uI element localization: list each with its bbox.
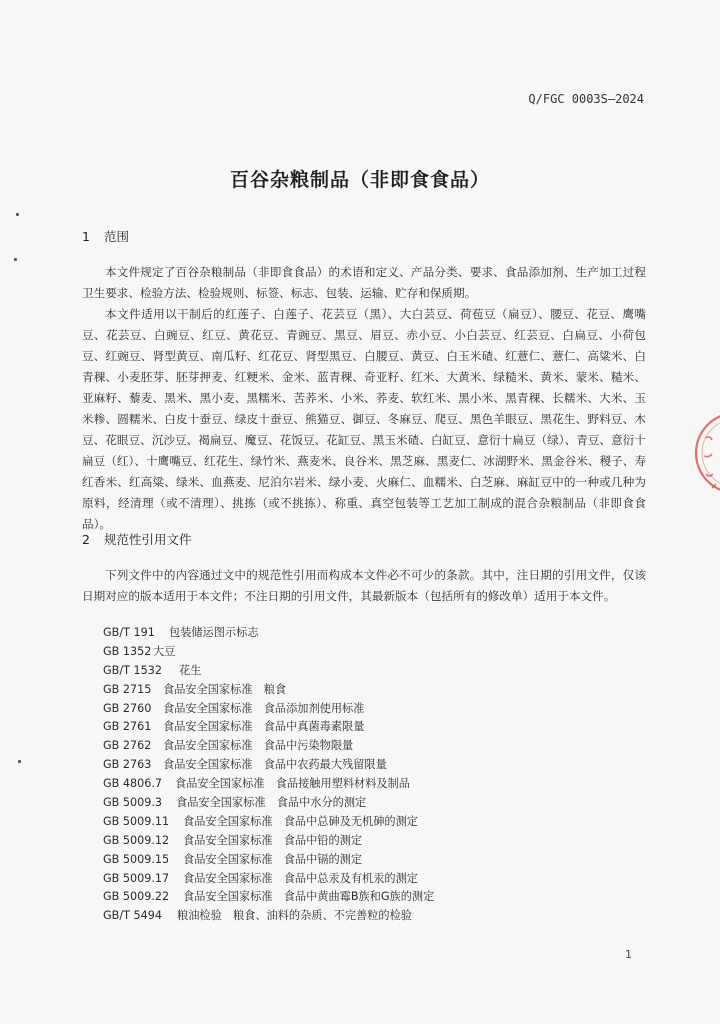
reference-name: 食品安全国家标准 食品中总砷及无机砷的测定 xyxy=(183,814,418,828)
reference-name: 包装储运图示标志 xyxy=(169,626,259,639)
reference-code: GB 5009.11 xyxy=(103,814,170,828)
reference-item xyxy=(103,737,434,756)
reference-item xyxy=(103,718,434,737)
reference-name: 食品安全国家标准 食品中农药最大残留限量 xyxy=(163,758,387,772)
reference-item xyxy=(103,643,434,662)
reference-list xyxy=(103,624,434,926)
reference-item xyxy=(103,756,434,775)
section-number: 2 xyxy=(82,532,90,547)
reference-name: 食品安全国家标准 食品接触用塑料材料及制品 xyxy=(175,777,410,791)
reference-name: 花生 xyxy=(179,663,202,677)
reference-code: GB 5009.15 xyxy=(103,852,170,866)
document-title: 百谷杂粮制品（非即食食品） xyxy=(229,169,490,191)
reference-item xyxy=(103,851,434,870)
section-title: 规范性引用文件 xyxy=(104,532,192,547)
document-code: Q/FGC 0003S—2024 xyxy=(528,92,644,106)
reference-item xyxy=(103,794,434,813)
reference-name: 食品安全国家标准 食品中污染物限量 xyxy=(163,739,354,753)
reference-item xyxy=(103,832,434,851)
reference-name: 食品安全国家标准 食品中水分的测定 xyxy=(176,796,367,810)
reference-item xyxy=(103,775,434,794)
section-title: 范围 xyxy=(104,229,130,244)
scan-mark xyxy=(18,760,21,763)
reference-code: GB 2715 xyxy=(103,682,152,696)
reference-code: GB 5009.17 xyxy=(103,871,170,885)
section-number: 1 xyxy=(82,229,90,244)
reference-code: GB/T 191 xyxy=(103,626,155,639)
page-number: 1 xyxy=(625,948,632,961)
reference-code: GB 2763 xyxy=(103,758,152,772)
section-2-body xyxy=(82,565,646,607)
reference-item xyxy=(103,813,434,832)
reference-code: GB 4806.7 xyxy=(103,777,163,791)
reference-item xyxy=(103,681,434,700)
reference-code: GB/T 1532 xyxy=(103,663,162,677)
section-2-heading xyxy=(82,530,192,548)
reference-name: 食品安全国家标准 食品添加剂使用标准 xyxy=(163,701,365,715)
seal-stamp xyxy=(692,398,720,508)
reference-item xyxy=(103,888,434,907)
reference-item xyxy=(103,624,434,643)
reference-item xyxy=(103,700,434,719)
reference-code: GB 1352 xyxy=(103,644,152,658)
section-1-heading xyxy=(82,227,129,245)
reference-name: 食品安全国家标准 食品中黄曲霉B族和G族的测定 xyxy=(183,890,435,904)
reference-item xyxy=(103,907,434,926)
section-1-body xyxy=(82,262,646,535)
reference-name: 大豆 xyxy=(153,644,176,658)
reference-code: GB 5009.22 xyxy=(103,890,170,904)
reference-code: GB 2760 xyxy=(103,701,152,715)
paragraph: 本文件规定了百谷杂粮制品（非即食食品）的术语和定义、产品分类、要求、食品添加剂、生产加工过程卫生要求、检验方法、检验规则、标签、标志、包装、运输、贮存和保质期。 xyxy=(82,265,646,300)
reference-name: 食品安全国家标准 食品中铅的测定 xyxy=(183,833,363,847)
scan-mark xyxy=(14,258,17,261)
reference-item xyxy=(103,870,434,889)
reference-name: 粮油检验 粮食、油料的杂质、不完善粒的检验 xyxy=(177,909,412,923)
reference-name: 食品安全国家标准 食品中真菌毒素限量 xyxy=(163,720,365,734)
scan-mark xyxy=(16,213,19,216)
reference-code: GB 2761 xyxy=(103,720,152,734)
reference-code: GB 5009.12 xyxy=(103,833,170,847)
paragraph: 下列文件中的内容通过文中的规范性引用而构成本文件必不可少的条款。其中，注日期的引用文件，仅该日期对应的版本适用于本文件；不注日期的引用文件，其最新版本（包括所有的修改单）适用于本文件。 xyxy=(82,568,646,603)
reference-name: 食品安全国家标准 食品中镉的测定 xyxy=(183,852,363,866)
reference-name: 食品安全国家标准 食品中总汞及有机汞的测定 xyxy=(183,871,418,885)
reference-item xyxy=(103,662,434,681)
reference-code: GB 2762 xyxy=(103,739,152,753)
reference-code: GB 5009.3 xyxy=(103,796,163,810)
reference-name: 食品安全国家标准 粮食 xyxy=(163,682,287,696)
reference-code: GB/T 5494 xyxy=(103,909,162,923)
paragraph: 本文件适用以干制后的红莲子、白莲子、花芸豆（黑）、大白芸豆、荷苞豆（扁豆）、腰豆、花豆、鹰嘴豆、花芸豆、白豌豆、红豆、黄花豆、青豌豆、黑豆、眉豆、赤小豆、小白芸豆、红芸豆、白扁豆、小荷包豆、红豌豆、肾型黄豆、南瓜籽、红花豆、肾型黑豆、白腰豆、黄豆、白玉米碴、红薏仁、薏仁、高粱米、白青稞、小麦胚芽、胚芽押麦、红粳米、金米、蓝青稞、奇亚籽、红米、大黄米、绿糙米、黄米、蒙米、糙米、亚麻籽、藜麦、黑米、黑小麦、黑糯米、苦荞米、小米、荞麦、软红米、黑小米、黑青稞、长糯米、大米、玉米糁、圆糯米、白皮十蚕豆、绿皮十蚕豆、熊猫豆、御豆、冬麻豆、爬豆、黑色羊眼豆、黑花生、野料豆、木豆、花眼豆、沉沙豆、褐扁豆、魔豆、花饭豆、花缸豆、黑玉米碴、白缸豆、意衍十扁豆（绿）、青豆、意衍十扁豆（红）、十鹰嘴豆、红花生、绿竹米、燕麦米、良谷米、黑芝麻、黑麦仁、冰湖野米、黑金谷米、稯子、寿红香米、红高粱、绿米、血燕麦、尼泊尔岩米、绿小麦、火麻仁、血糯米、白芝麻、麻缸豆中的一种或几种为原料，经清理（或不清理）、挑拣（或不挑拣）、称重、真空包装等工艺加工制成的混合杂粮制品（非即食食品）。 xyxy=(82,307,646,531)
